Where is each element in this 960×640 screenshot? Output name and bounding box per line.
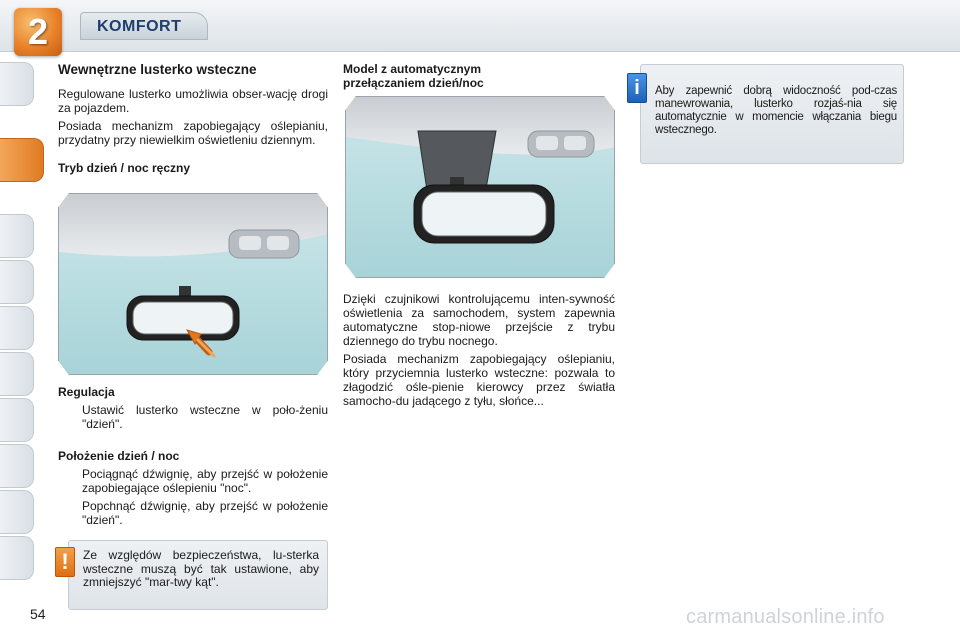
bullet-text: Popchnąć dźwignię, aby przejść w położenie "dzień". — [82, 499, 328, 527]
chapter-title: KOMFORT — [97, 18, 182, 35]
side-tab-7[interactable] — [0, 398, 34, 442]
side-tab-1[interactable] — [0, 62, 34, 106]
adjustment-bullet — [58, 403, 328, 431]
automatic-title-line2: przełączaniem dzień/noc — [343, 76, 484, 90]
chapter-tab — [80, 12, 208, 40]
side-tab-2-active[interactable] — [0, 138, 44, 182]
warning-text: Ze względów bezpieczeństwa, lu-sterka wsteczne muszą być tak ustawione, aby zmniejszyć "mar-twy kąt". — [83, 548, 319, 589]
position-title: Położenie dzień / noc — [58, 449, 180, 463]
watermark: carmanualsonline.info — [686, 606, 885, 628]
adjustment-section — [58, 385, 328, 527]
chapter-badge — [14, 8, 62, 56]
bullet-text: Pociągnąć dźwignię, aby przejść w położenie zapobiegające oślepieniu "noc". — [82, 467, 328, 495]
bullet-icon — [58, 403, 82, 431]
adjustment-title: Regulacja — [58, 385, 115, 399]
side-tab-10[interactable] — [0, 536, 34, 580]
side-tab-5[interactable] — [0, 306, 34, 350]
intro-paragraph-1: Regulowane lusterko umożliwia obser-wację drogi za pojazdem. — [58, 87, 328, 115]
info-icon: i — [627, 73, 647, 103]
manual-mode-title: Tryb dzień / noc ręczny — [58, 161, 191, 175]
info-callout — [634, 64, 904, 164]
position-bullet-1 — [58, 467, 328, 495]
left-column — [58, 62, 328, 175]
intro-paragraph-2: Posiada mechanizm zapobiegający oślepianiu, przydatny przy niewielkim oświetleniu dziennym. — [58, 119, 328, 147]
warning-callout — [61, 540, 328, 610]
section-title: Wewnętrzne lusterko wsteczne — [58, 62, 257, 77]
automatic-paragraph-1: Dzięki czujnikowi kontrolującemu inten-sywność oświetlenia za samochodem, system zapewnia automatyczne stop-niowe przejście z trybu dziennego do trybu nocnego. — [343, 292, 615, 348]
position-bullet-2 — [58, 499, 328, 527]
bullet-icon — [58, 467, 82, 495]
automatic-description — [343, 292, 615, 412]
chapter-number: 2 — [27, 11, 49, 52]
side-tab-9[interactable] — [0, 490, 34, 534]
warning-icon: ! — [55, 547, 75, 577]
side-tab-8[interactable] — [0, 444, 34, 488]
side-tab-3[interactable] — [0, 214, 34, 258]
bullet-text: Ustawić lusterko wsteczne w poło-żeniu "dzień". — [82, 403, 328, 431]
automatic-title-line1: Model z automatycznym — [343, 62, 482, 76]
middle-column — [343, 62, 615, 90]
automatic-paragraph-2: Posiada mechanizm zapobiegający oślepianiu, który przyciemnia lusterko wsteczne: pozwala to złagodzić ośle-pienie kierowcy przez światła samocho-du jadącego z tyłu, słońce... — [343, 352, 615, 408]
page-number: 54 — [30, 606, 46, 622]
side-tab-4[interactable] — [0, 260, 34, 304]
side-tab-6[interactable] — [0, 352, 34, 396]
info-text: Aby zapewnić dobrą widoczność pod-czas manewrowania, lusterko rozjaś-nia się automatycznie w momencie włączania biegu wstecznego. — [655, 85, 897, 136]
bullet-icon — [58, 499, 82, 527]
manual-mirror-illustration — [58, 193, 328, 375]
automatic-mirror-illustration — [345, 96, 615, 278]
